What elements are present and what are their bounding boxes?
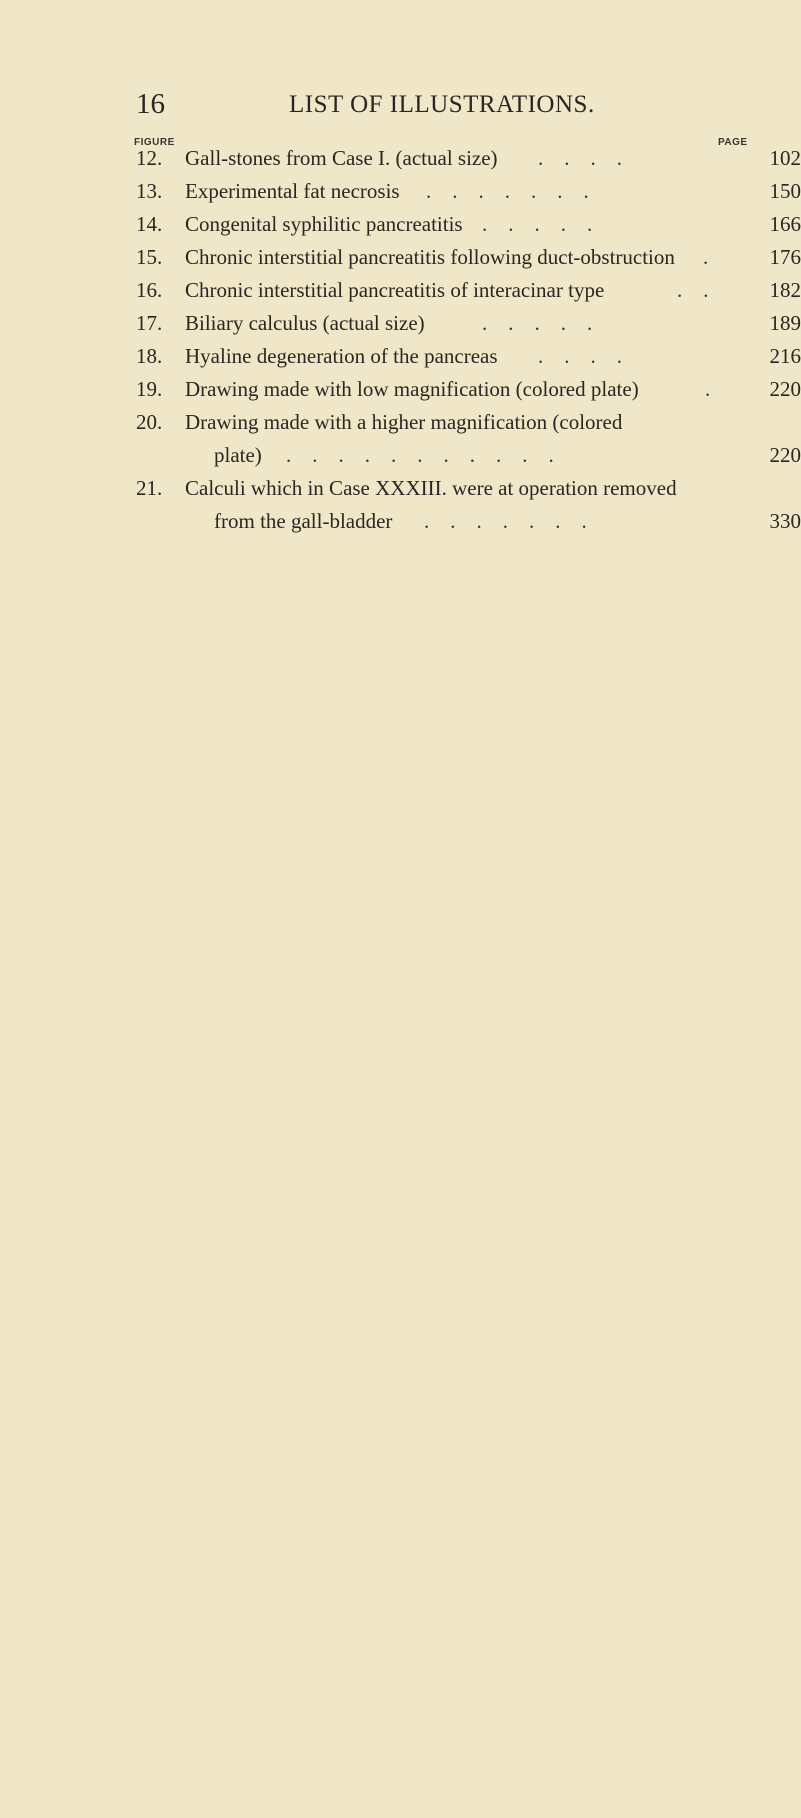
dot-leader: . . . . . . .: [426, 179, 589, 203]
page-ref: 102: [769, 146, 801, 170]
figure-title: Congenital syphilitic pancreatitis: [185, 212, 463, 236]
page-ref: 176: [769, 245, 801, 269]
dot-leader: .: [705, 377, 711, 401]
list-item: [0, 344, 801, 377]
dot-leader: . . . . . . .: [424, 509, 587, 533]
page-number: 16: [136, 88, 165, 120]
page-ref: 166: [769, 212, 801, 236]
dot-leader: .: [703, 245, 709, 269]
list-item-continuation: [0, 509, 801, 542]
dot-leader: . . . .: [538, 344, 622, 368]
figure-number: 16.: [136, 278, 163, 302]
figure-title: Calculi which in Case XXXIII. were at operation removed: [185, 476, 677, 500]
figure-title-continuation: from the gall-bladder: [214, 509, 393, 533]
illustration-list: [0, 146, 801, 542]
page-ref: 220: [769, 377, 801, 401]
figure-column-header: FIGURE: [134, 137, 175, 148]
figure-title-continuation: plate): [214, 443, 262, 467]
figure-number: 17.: [136, 311, 163, 335]
page-ref: 189: [769, 311, 801, 335]
page-ref: 330: [769, 509, 801, 533]
figure-title: Gall-stones from Case I. (actual size): [185, 146, 498, 170]
dot-leader: . . . . .: [482, 212, 593, 236]
figure-title: Chronic interstitial pancreatitis of interacinar type: [185, 278, 605, 302]
list-item: [0, 377, 801, 410]
list-item: [0, 245, 801, 278]
list-item: [0, 476, 801, 509]
figure-number: 12.: [136, 146, 163, 170]
list-item: [0, 278, 801, 311]
figure-title: Drawing made with a higher magnification (colored: [185, 410, 623, 434]
list-item: [0, 146, 801, 179]
figure-number: 15.: [136, 245, 163, 269]
running-title: LIST OF ILLUSTRATIONS.: [289, 91, 595, 118]
dot-leader: . .: [677, 278, 709, 302]
dot-leader: . . . . . . . . . . .: [286, 443, 554, 467]
figure-number: 21.: [136, 476, 163, 500]
page-column-header: PAGE: [718, 137, 748, 148]
list-item: [0, 179, 801, 212]
page-ref: 216: [769, 344, 801, 368]
dot-leader: . . . .: [538, 146, 622, 170]
figure-title: Experimental fat necrosis: [185, 179, 400, 203]
figure-number: 14.: [136, 212, 163, 236]
figure-number: 13.: [136, 179, 163, 203]
page-header: [0, 88, 801, 128]
figure-title: Chronic interstitial pancreatitis following duct-obstruction: [185, 245, 675, 269]
list-item-continuation: [0, 443, 801, 476]
figure-number: 20.: [136, 410, 163, 434]
figure-title: Biliary calculus (actual size): [185, 311, 425, 335]
figure-title: Hyaline degeneration of the pancreas: [185, 344, 498, 368]
figure-title: Drawing made with low magnification (colored plate): [185, 377, 639, 401]
page-ref: 220: [769, 443, 801, 467]
page-ref: 150: [769, 179, 801, 203]
list-item: [0, 311, 801, 344]
page-ref: 182: [769, 278, 801, 302]
figure-number: 19.: [136, 377, 163, 401]
figure-number: 18.: [136, 344, 163, 368]
dot-leader: . . . . .: [482, 311, 593, 335]
list-item: [0, 410, 801, 443]
list-item: [0, 212, 801, 245]
